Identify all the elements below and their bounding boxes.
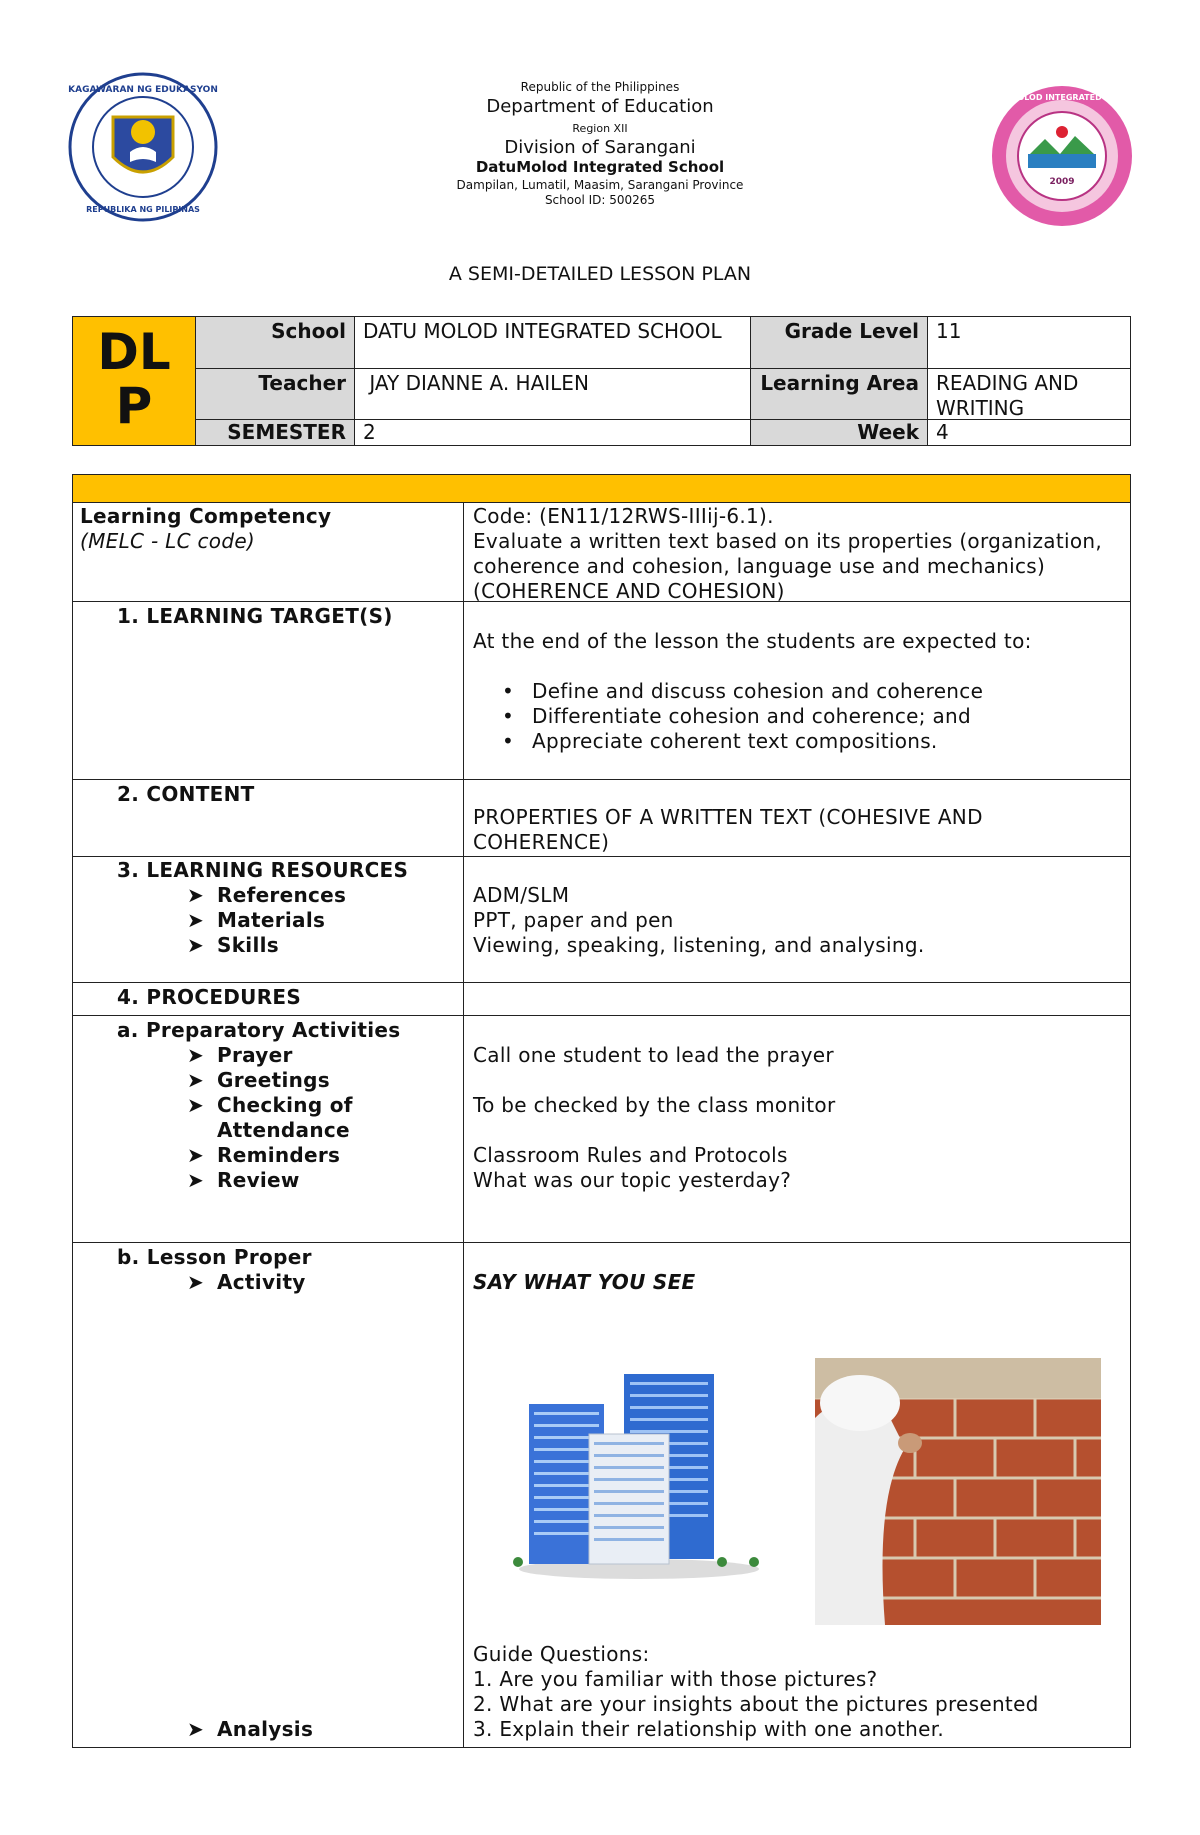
teacher-value: JAY DIANNE A. HAILEN	[363, 371, 589, 395]
arrow-icon: ➤	[187, 1043, 205, 1067]
division-line: Division of Sarangani	[504, 137, 696, 158]
arrow-icon: ➤	[187, 908, 205, 932]
buildings-image	[504, 1364, 774, 1584]
prep-item: ➤ Reminders	[187, 1143, 341, 1167]
procedures-label: 4. PROCEDURES	[117, 985, 302, 1009]
brick-wall-icon	[815, 1358, 1101, 1625]
resources-value: ADM/SLM	[473, 883, 570, 907]
bullet-icon: •	[502, 729, 515, 753]
table-header-bar	[72, 474, 1131, 503]
guide-item: 3. Explain their relationship with one another.	[473, 1717, 945, 1741]
buildings-icon	[504, 1364, 774, 1584]
arrow-icon: ➤	[187, 1717, 205, 1741]
bullet-icon: •	[502, 704, 515, 728]
competency-sub: (MELC - LC code)	[80, 529, 256, 553]
svg-text:DATU MOLOD INTEGRATED SCHOOL: DATU MOLOD INTEGRATED SCHOOL	[990, 93, 1135, 102]
svg-text:KAGAWARAN NG EDUKASYON: KAGAWARAN NG EDUKASYON	[68, 85, 218, 95]
arrow-icon: ➤	[187, 1093, 205, 1117]
arrow-icon: ➤	[187, 883, 205, 907]
grade-label: Grade Level	[751, 317, 927, 368]
content-label: 2. CONTENT	[117, 782, 255, 806]
prep-value: Classroom Rules and Protocols	[473, 1143, 788, 1167]
svg-text:REPUBLIKA NG PILIPINAS: REPUBLIKA NG PILIPINAS	[86, 205, 200, 214]
semester-value: 2	[363, 420, 376, 444]
target-item: • Define and discuss cohesion and coherence	[502, 679, 984, 703]
semester-label: SEMESTER	[196, 420, 354, 445]
prep-item: ➤ Greetings	[187, 1068, 330, 1092]
prep-value: What was our topic yesterday?	[473, 1168, 792, 1192]
lesson-table	[72, 474, 1131, 1748]
resources-item: ➤ Skills	[187, 933, 279, 957]
republic-line: Republic of the Philippines	[520, 80, 680, 94]
page-title: A SEMI-DETAILED LESSON PLAN	[448, 263, 752, 285]
prep-value: Call one student to lead the prayer	[473, 1043, 834, 1067]
resources-value: PPT, paper and pen	[473, 908, 674, 932]
content-text: PROPERTIES OF A WRITTEN TEXT (COHESIVE AND COHERENCE)	[473, 805, 983, 854]
prep-label: a. Preparatory Activities	[117, 1018, 401, 1042]
competency-label: Learning Competency	[80, 504, 332, 528]
arrow-icon: ➤	[187, 1270, 205, 1294]
area-label: Learning Area	[751, 369, 927, 419]
bullet-icon: •	[502, 679, 515, 703]
target-label: 1. LEARNING TARGET(S)	[117, 604, 393, 628]
area-value: READING AND WRITING	[936, 371, 1079, 420]
analysis-item: ➤ Analysis	[187, 1717, 314, 1741]
week-value: 4	[936, 420, 949, 444]
info-table	[72, 316, 1131, 446]
address-line: Dampilan, Lumatil, Maasim, Sarangani Province	[456, 178, 744, 192]
activity-title: SAY WHAT YOU SEE	[473, 1270, 696, 1294]
target-item: • Differentiate cohesion and coherence; and	[502, 704, 972, 728]
region-line: Region XII	[572, 122, 628, 135]
target-intro: At the end of the lesson the students are expected to:	[473, 629, 1032, 653]
lesson-label: b. Lesson Proper	[117, 1245, 312, 1269]
resources-item: ➤ References	[187, 883, 347, 907]
resources-value: Viewing, speaking, listening, and analysing.	[473, 933, 925, 957]
prep-value: To be checked by the class monitor	[473, 1093, 836, 1117]
resources-label: 3. LEARNING RESOURCES	[117, 858, 409, 882]
teacher-label: Teacher	[196, 369, 354, 419]
arrow-icon: ➤	[187, 1068, 205, 1092]
competency-text: Evaluate a written text based on its properties (organization, coherence and cohesion, language use and mechanics) (COHERENCE AND COHESION)	[473, 529, 1103, 603]
dlp-badge	[73, 317, 195, 445]
arrow-icon: ➤	[187, 1143, 205, 1167]
svg-text:2009: 2009	[1049, 177, 1075, 187]
resources-item: ➤ Materials	[187, 908, 326, 932]
department-line: Department of Education	[486, 96, 714, 117]
dlp-badge-text: DL P	[97, 323, 171, 435]
week-label: Week	[751, 420, 927, 445]
school-value: DATU MOLOD INTEGRATED SCHOOL	[363, 319, 722, 343]
arrow-icon: ➤	[187, 933, 205, 957]
guide-item: 2. What are your insights about the pictures presented	[473, 1692, 1039, 1716]
activity-item: ➤ Activity	[187, 1270, 306, 1294]
target-item: • Appreciate coherent text compositions.	[502, 729, 938, 753]
brick-wall-image	[815, 1358, 1101, 1625]
guide-item: 1. Are you familiar with those pictures?	[473, 1667, 878, 1691]
prep-item: ➤ Review	[187, 1168, 300, 1192]
grade-value: 11	[936, 319, 962, 343]
prep-item: ➤ Prayer	[187, 1043, 293, 1067]
competency-code: Code: (EN11/12RWS-IIIij-6.1).	[473, 504, 774, 528]
arrow-icon: ➤	[187, 1168, 205, 1192]
school-id-line: School ID: 500265	[544, 193, 656, 207]
guide-label: Guide Questions:	[473, 1642, 650, 1666]
school-label: School	[196, 317, 354, 368]
prep-item: ➤ Checking of Attendance	[187, 1093, 353, 1142]
school-name-line: DatuMolod Integrated School	[475, 158, 725, 176]
